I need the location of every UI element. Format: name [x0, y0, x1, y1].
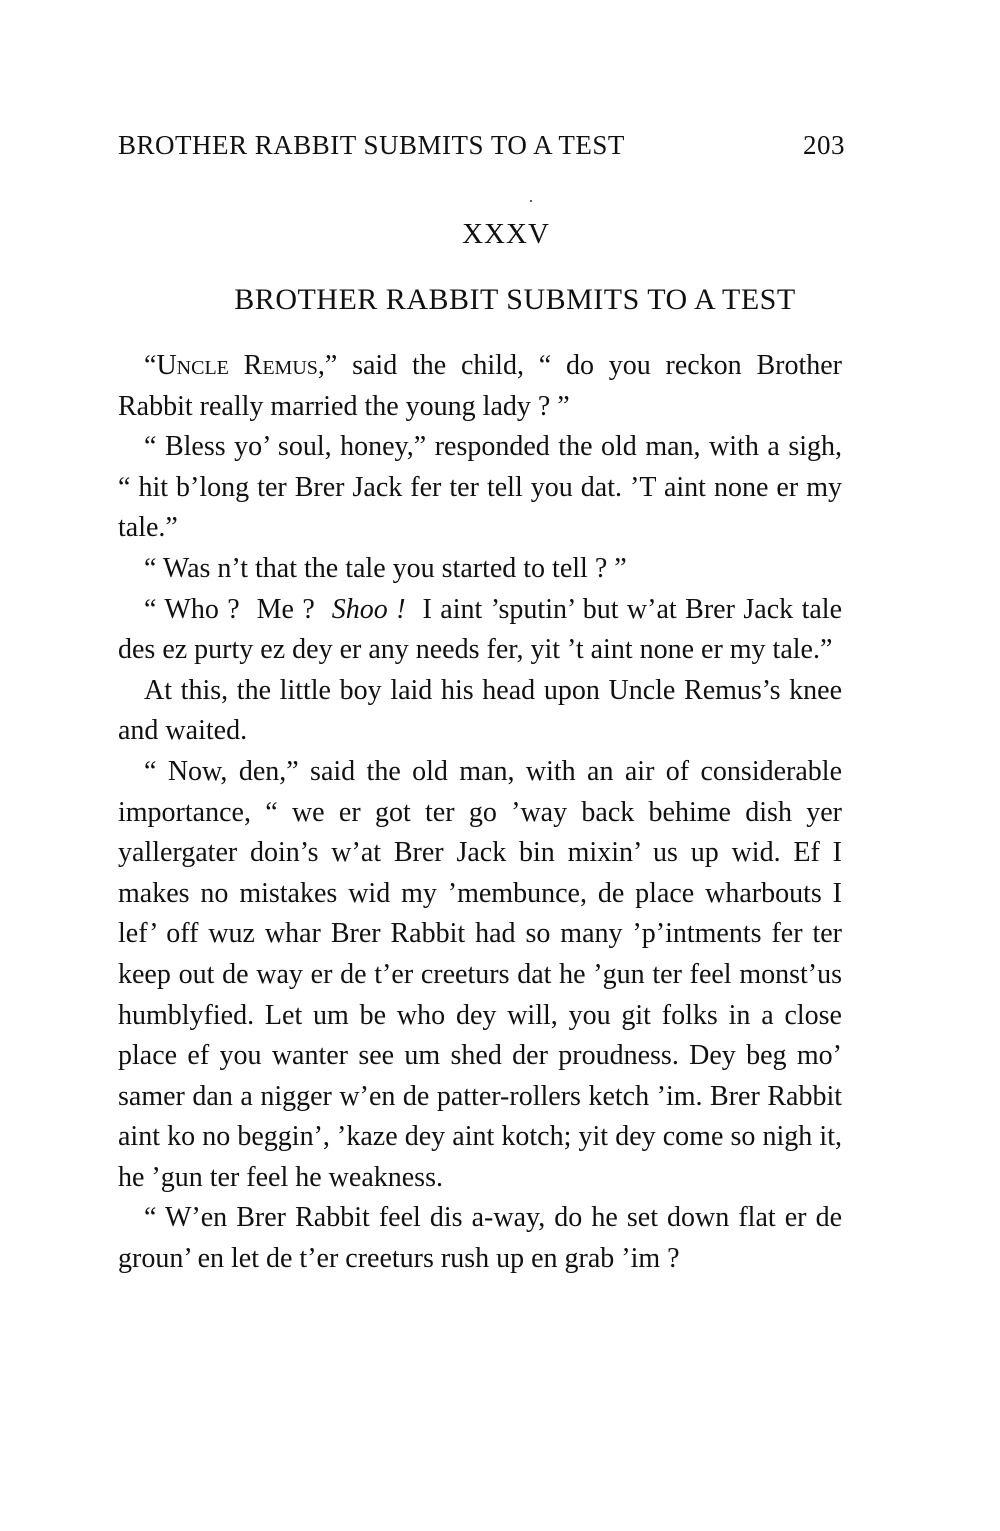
- paragraph-1-small-caps: Uncle Remus,: [156, 350, 325, 381]
- paragraph-5: At this, the little boy laid his head upon Uncle Remus’s knee and waited.: [118, 674, 842, 747]
- page-number: 203: [803, 130, 845, 160]
- chapter-number: XXXV: [462, 218, 550, 250]
- chapter-title: BROTHER RABBIT SUBMITS TO A TEST: [234, 283, 796, 316]
- paragraph-4-before: “ Who ? Me ?: [144, 593, 332, 625]
- paragraph-6: “ Now, den,” said the old man, with an air of considerable importance, “ we er got ter go ’way back behime dish yer yallergater doin’s w’at Brer Jack bin mixin’ us up wid. Ef I makes no mistakes wid my ’membunce, de place wharbouts I lef’ off wuz whar Brer Rabbit had so many ’p’intments fer ter keep out de way er de t’er creeturs dat he ’gun ter feel monst’us humblyfied. Let um be who dey will, you git folks in a close place ef you wanter see um shed der proudness. Dey beg mo’ samer dan a nigger w’en de patter-rollers ketch ’im. Brer Rabbit aint ko no beggin’, ’kaze dey aint kotch; yit dey come so nigh it, he ’gun ter feel he weakness.: [118, 755, 842, 1193]
- paragraph-4: [118, 590, 849, 671]
- paragraph-1-open-quote: “: [144, 350, 157, 381]
- paragraph-3: “ Was n’t that the tale you started to tell ? ”: [144, 552, 627, 584]
- running-head-title: BROTHER RABBIT SUBMITS TO A TEST: [118, 130, 625, 160]
- paragraph-2: “ Bless yo’ soul, honey,” responded the old man, with a sigh, “ hit b’long ter Brer Jack fer ter tell you dat. ’T aint none er my tale.”: [118, 431, 842, 544]
- paragraph-1-rest: ” said the child, “ do you reckon Brother Rabbit really married the young lady ? ”: [118, 350, 842, 422]
- paragraph-4-italic: Shoo !: [331, 593, 406, 625]
- paragraph-1: [118, 346, 842, 427]
- body-text: [118, 346, 849, 1280]
- paragraph-4-after: I aint ’sputin’ but w’at Brer Jack tale des ez purty ez dey er any needs fer, yit ’t aint none er my tale.”: [118, 593, 849, 666]
- paragraph-7: “ W’en Brer Rabbit feel dis a-way, do he set down flat er de groun’ en let de t’er creeturs rush up en grab ’im ?: [118, 1202, 842, 1275]
- running-head: [118, 130, 845, 161]
- print-speck: [530, 200, 532, 202]
